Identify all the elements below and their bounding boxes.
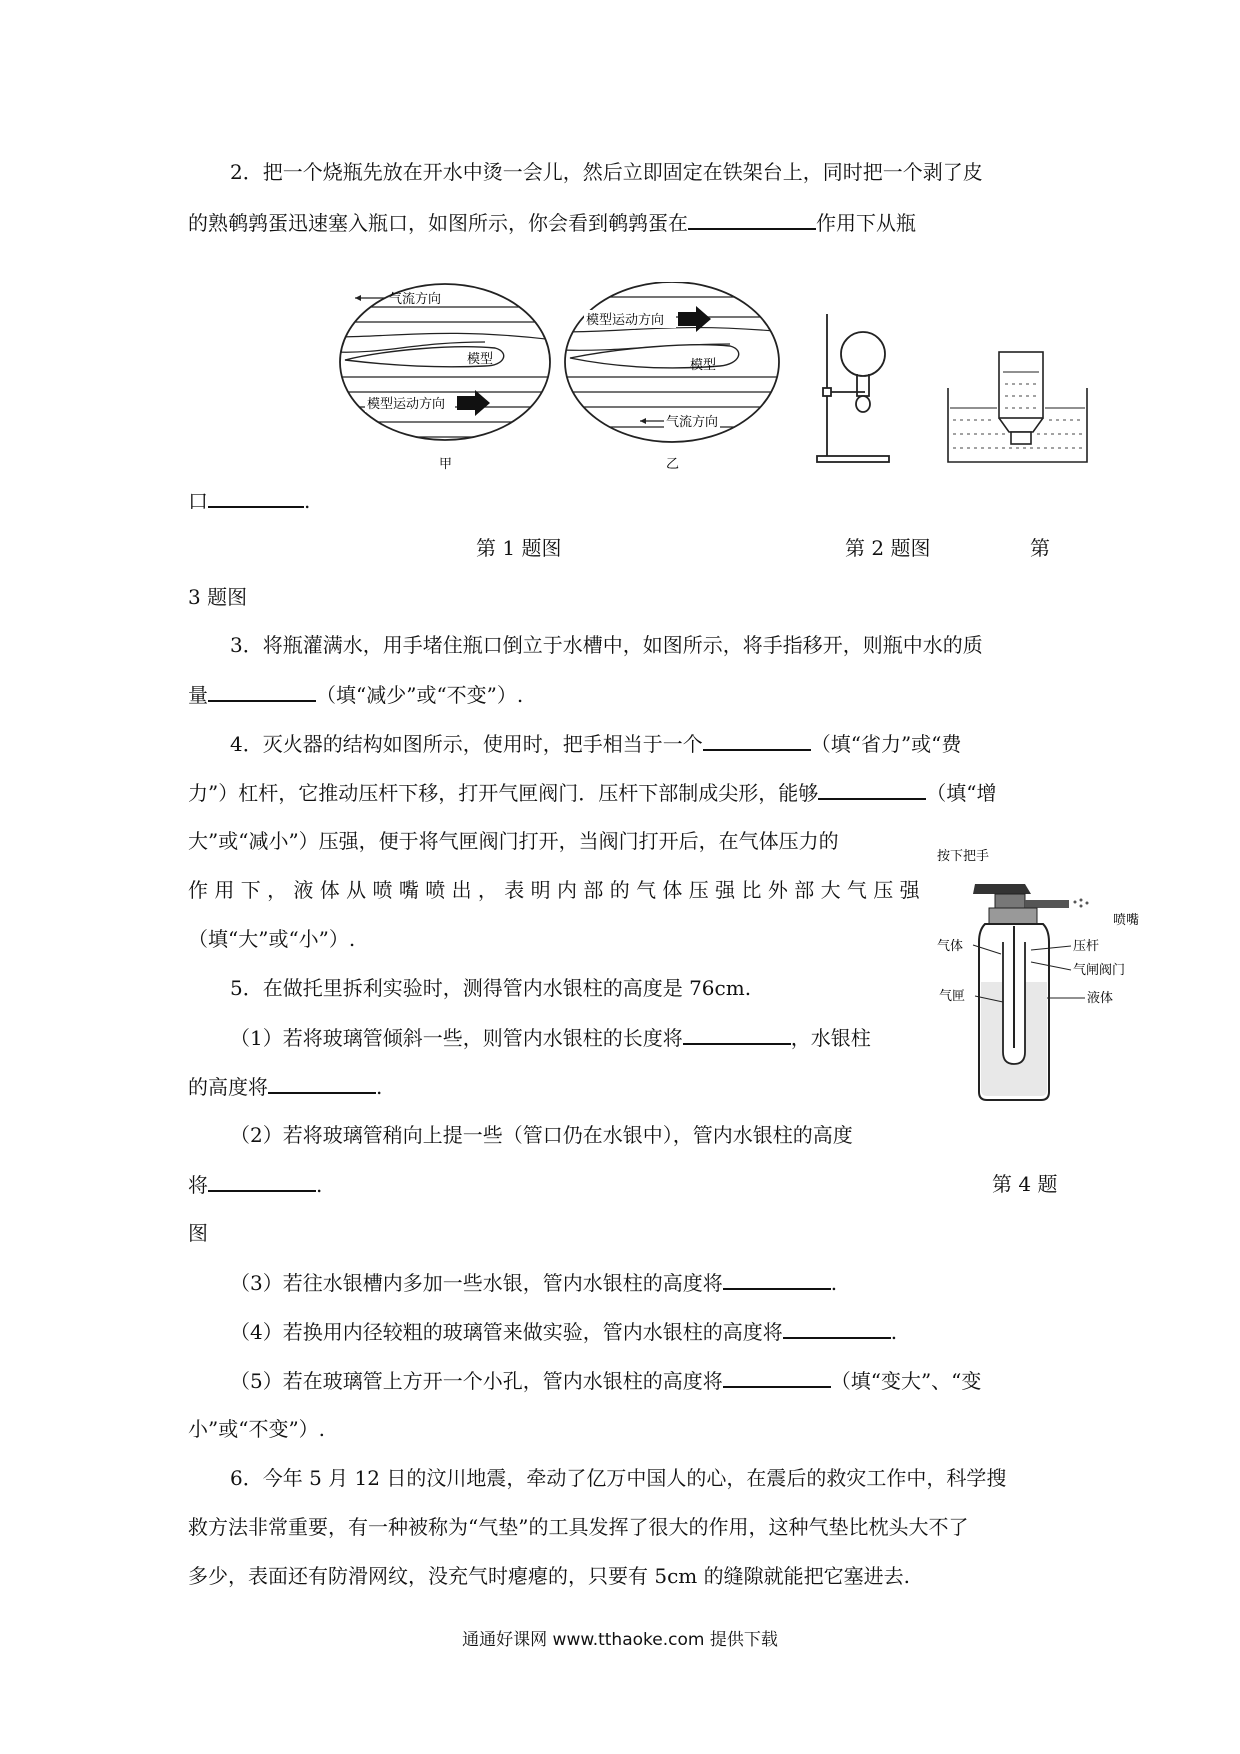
q4-line1	[230, 731, 961, 756]
q2-line3-text: 口	[188, 489, 208, 513]
jia-model-label: 模型	[467, 352, 494, 367]
q4-line4: 作 用 下 ， 液 体 从 喷 嘴 喷 出 ， 表 明 内 部 的 气 体 压 强 比 外 部 大 气 压 强	[188, 878, 920, 902]
q5-s1-text2: 的高度将	[188, 1075, 268, 1099]
q2-line2	[188, 210, 916, 235]
q3-blank[interactable]	[208, 682, 316, 702]
q3-line2	[188, 682, 523, 707]
jia-flow-label: 气流方向	[389, 292, 442, 307]
yi-flow-label: 气流方向	[666, 415, 719, 430]
q4-blank-2[interactable]	[818, 780, 926, 800]
caption-fig4-part2: 图	[188, 1221, 208, 1245]
yi-motion-label: 模型运动方向	[586, 313, 665, 328]
q2-blank-1[interactable]	[688, 210, 816, 230]
q3-line2-tail: （填“减少”或“不变”）.	[316, 683, 524, 707]
q3-line1: 3．将瓶灌满水，用手堵住瓶口倒立于水槽中，如图所示，将手指移开，则瓶中水的质	[230, 633, 983, 657]
q2-line2-tail: 作用下从瓶	[816, 211, 916, 235]
gas-box-label: 气匣	[939, 989, 966, 1004]
q5-blank-4[interactable]	[723, 1270, 831, 1290]
q5-s5-text: （5）若在玻璃管上方开一个小孔，管内水银柱的高度将	[230, 1369, 723, 1393]
q5-intro: 5．在做托里拆利实验时，测得管内水银柱的高度是 76cm.	[230, 976, 752, 1000]
q2-line1: 2．把一个烧瓶先放在开水中烫一会儿，然后立即固定在铁架台上，同时把一个剥了皮	[230, 160, 983, 184]
q5-s5	[230, 1368, 981, 1393]
q5-s4-dot: .	[890, 1320, 898, 1344]
q6-line2: 救方法非常重要，有一种被称为“气垫”的工具发挥了很大的作用，这种气垫比枕头大不了	[188, 1515, 969, 1539]
q4-blank-1[interactable]	[703, 731, 811, 751]
q5-blank-5[interactable]	[783, 1319, 891, 1339]
caption-fig1: 第 1 题图	[476, 536, 562, 560]
q5-blank-2[interactable]	[268, 1074, 376, 1094]
q6-line1: 6．今年 5 月 12 日的汶川地震，牵动了亿万中国人的心，在震后的救灾工作中，科学搜	[230, 1466, 1007, 1490]
caption-fig4-part1: 第 4 题	[992, 1172, 1058, 1196]
q5-s3	[230, 1270, 837, 1295]
q5-s3-text: （3）若往水银槽内多加一些水银，管内水银柱的高度将	[230, 1271, 723, 1295]
figure-3-bottle-tank	[945, 348, 1090, 466]
figure-2-flask-stand	[815, 310, 895, 465]
q3-line2-text: 量	[188, 683, 208, 707]
q5-s2-text: 将	[188, 1173, 208, 1197]
q4-line2-text: 力”）杠杆，它推动压杆下移，打开气匣阀门．压杆下部制成尖形，能够	[188, 781, 819, 805]
q5-s3-dot: .	[830, 1271, 838, 1295]
q4-line2	[188, 780, 996, 805]
gas-label: 气体	[937, 939, 964, 954]
q5-s2-line1: （2）若将玻璃管稍向上提一些（管口仍在水银中），管内水银柱的高度	[230, 1123, 853, 1147]
liquid-label: 液体	[1087, 991, 1114, 1006]
page-footer: 通通好课网 www.tthaoke.com 提供下载	[462, 1630, 778, 1650]
nozzle-label: 喷嘴	[1113, 913, 1140, 928]
yi-model-label: 模型	[690, 358, 717, 373]
q5-s2-dot: .	[316, 1173, 323, 1197]
figure-1-yi	[560, 282, 785, 472]
caption-fig3-part1: 第	[1030, 536, 1050, 560]
q4-line3: 大”或“减小”）压强，便于将气匣阀门打开，当阀门打开后，在气体压力的	[188, 829, 839, 853]
q5-blank-6[interactable]	[723, 1368, 831, 1388]
arrow-right-icon	[457, 390, 490, 416]
q2-blank-2[interactable]	[208, 488, 304, 508]
q5-s2-line2	[188, 1172, 322, 1197]
q5-s1-tail: ，水银柱	[790, 1026, 871, 1050]
q5-s1-dot: .	[376, 1075, 383, 1099]
yi-caption: 乙	[666, 457, 680, 472]
q5-s1-line1	[230, 1025, 871, 1050]
q4-line1-text: 4．灭火器的结构如图所示，使用时，把手相当于一个	[230, 732, 703, 756]
q5-s4	[230, 1319, 897, 1344]
rod-label: 压杆	[1073, 939, 1100, 954]
valve-label: 气闸阀门	[1073, 963, 1126, 978]
figure-1-jia	[335, 282, 555, 472]
q4-line2-tail: （填“增	[926, 781, 997, 805]
q5-s5-tail: （填“变大”、“变	[830, 1369, 982, 1393]
figure-4-fire-extinguisher	[935, 842, 1165, 1104]
q5-s1-text: （1）若将玻璃管倾斜一些，则管内水银柱的长度将	[230, 1026, 683, 1050]
q5-blank-3[interactable]	[208, 1172, 316, 1192]
q2-line3	[188, 488, 310, 513]
q2-line3-dot: .	[304, 489, 311, 513]
q5-s1-line2	[188, 1074, 382, 1099]
q6-line3: 多少，表面还有防滑网纹，没充气时瘪瘪的，只要有 5cm 的缝隙就能把它塞进去.	[188, 1564, 910, 1588]
caption-fig2: 第 2 题图	[845, 536, 931, 560]
q5-s5-line2: 小”或“不变”）.	[188, 1417, 326, 1441]
q5-blank-1[interactable]	[683, 1025, 791, 1045]
q4-line1-tail: （填“省力”或“费	[810, 732, 962, 756]
jia-caption: 甲	[439, 457, 453, 472]
q5-s4-text: （4）若换用内径较粗的玻璃管来做实验，管内水银柱的高度将	[230, 1320, 783, 1344]
caption-fig3-part2: 3 题图	[188, 585, 248, 609]
q2-line2-text: 的熟鹌鹑蛋迅速塞入瓶口，如图所示，你会看到鹌鹑蛋在	[188, 211, 688, 235]
q4-line5: （填“大”或“小”）.	[188, 927, 356, 951]
press-handle-label: 按下把手	[937, 849, 990, 864]
jia-motion-label: 模型运动方向	[367, 397, 446, 412]
